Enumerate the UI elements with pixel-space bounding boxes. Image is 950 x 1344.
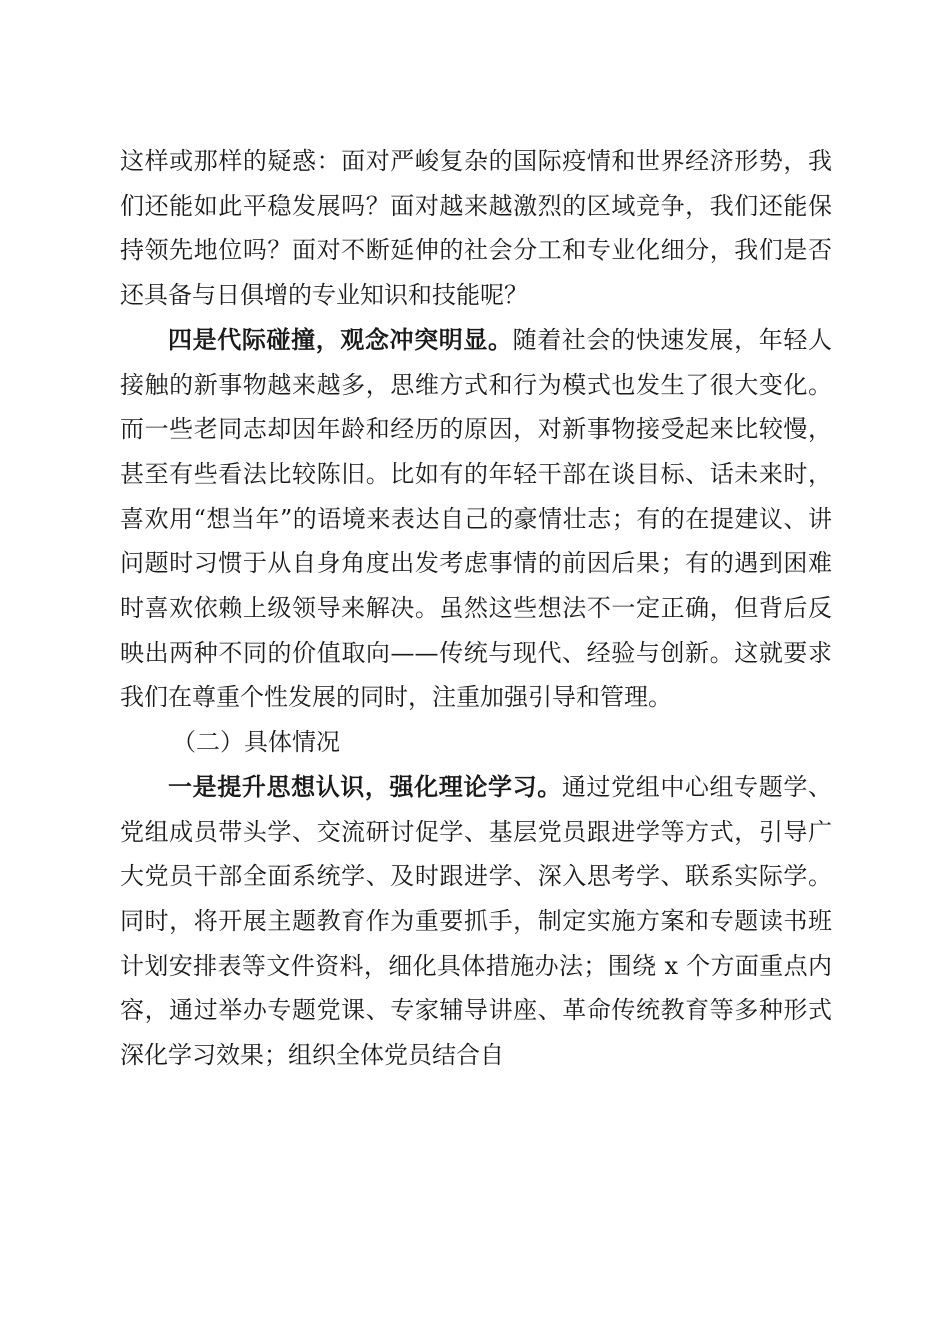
paragraph-generational-conflict	[120, 318, 832, 720]
paragraph-lead-heading: 一是提升思想认识，强化理论学习。	[168, 771, 562, 801]
paragraph-continuation: 这样或那样的疑惑：面对严峻复杂的国际疫情和世界经济形势，我们还能如此平稳发展吗？面对越来越激烈的区域竞争，我们还能保持领先地位吗？面对不断延伸的社会分工和专业化细分，我们是否还具备与日俱增的专业知识和技能呢？	[120, 147, 832, 310]
paragraph-theory-study	[120, 765, 832, 1078]
document-page	[120, 139, 832, 1078]
paragraph-lead-heading: 四是代际碰撞，观念冲突明显。	[168, 324, 513, 354]
paragraph-body: 随着社会的快速发展，年轻人接触的新事物越来越多，思维方式和行为模式也发生了很大变化。而一些老同志却因年龄和经历的原因，对新事物接受起来比较慢，甚至有些看法比较陈旧。比如有的年轻干部在谈目标、话未来时，喜欢用“想当年”的语境来表达自己的豪情壮志；有的在提建议、讲问题时习惯于从自身角度出发考虑事情的前因后果；有的遇到困难时喜欢依赖上级领导来解决。虽然这些想法不一定正确，但背后反映出两种不同的价值取向——传统与现代、经验与创新。这就要求我们在尊重个性发展的同时，注重加强引导和管理。	[120, 325, 833, 712]
section-heading: （二）具体情况	[172, 728, 340, 757]
paragraph-body: 通过党组中心组专题学、党组成员带头学、交流研讨促学、基层党员跟进学等方式，引导广大党员干部全面系统学、及时跟进学、深入思考学、联系实际学。同时，将开展主题教育作为重要抓手，制定实施方案和专题读书班计划安排表等文件资料，细化具体措施办法；围绕 x 个方面重点内容，通过举办专题党课、专家辅导讲座、革命传统教育等多种形式深化学习效果；组织全体党员结合自	[120, 772, 833, 1070]
